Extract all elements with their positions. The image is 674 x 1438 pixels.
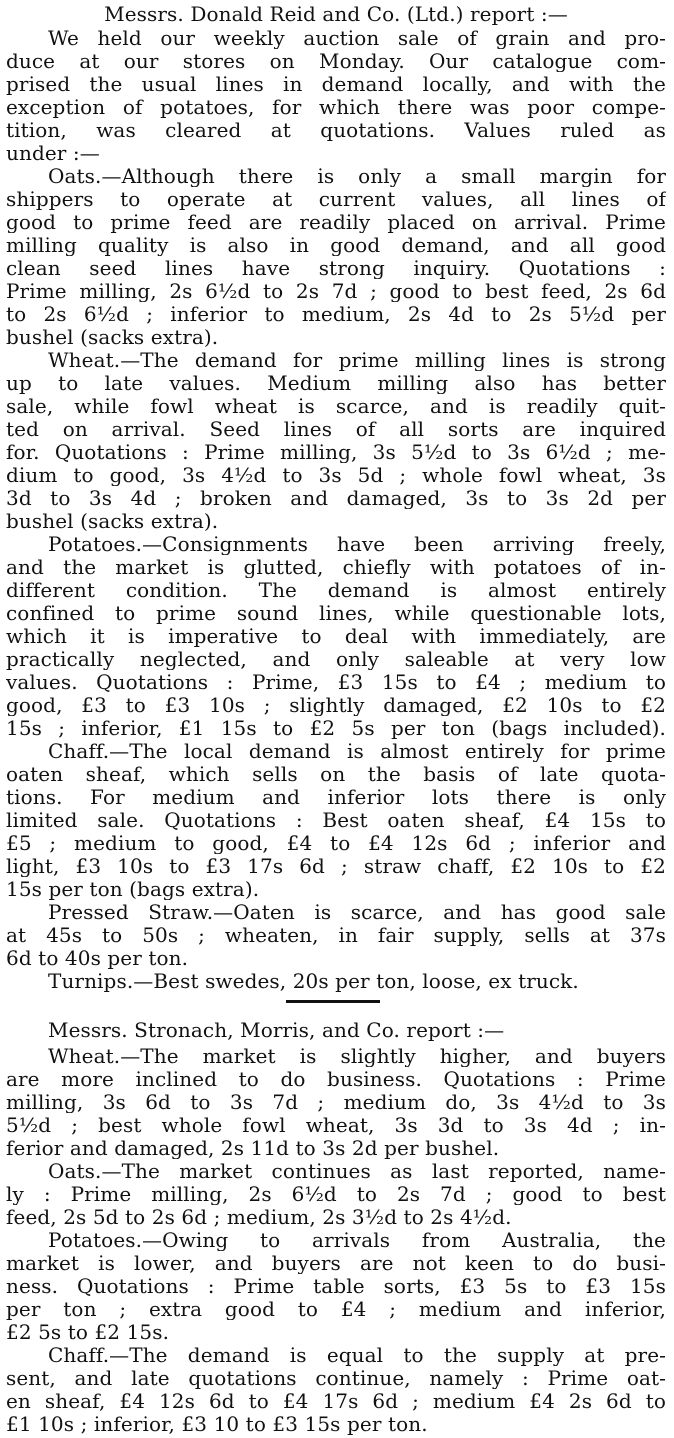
oats-paragraph-line: ly : Prime milling, 2s 6½d to 2s 7d ; good to best [6, 1183, 666, 1205]
potatoes-paragraph-line: confined to prime sound lines, while questionable lots, [6, 602, 666, 624]
potatoes-paragraph-line: £2 5s to £2 15s. [6, 1321, 170, 1343]
potatoes-paragraph-line: 15s ; inferior, £1 15s to £2 5s per ton (bags included). [6, 717, 666, 739]
chaff-paragraph-line: limited sale. Quotations : Best oaten sheaf, £4 15s to [6, 809, 666, 831]
chaff-paragraph-line: Chaff.—The demand is equal to the supply at pre- [48, 1344, 666, 1366]
wheat-paragraph-line: sale, while fowl wheat is scarce, and is readily quit- [6, 395, 666, 417]
potatoes-paragraph-line: Potatoes.—Owing to arrivals from Australia, the [48, 1229, 666, 1251]
turnips-paragraph-line: Turnips.—Best swedes, 20s per ton, loose, ex truck. [48, 970, 579, 992]
intro-paragraph-line: duce at our stores on Monday. Our catalogue com- [6, 50, 666, 72]
wheat-paragraph-line: for. Quotations : Prime milling, 3s 5½d to 3s 6½d ; me- [6, 441, 666, 463]
section-divider [286, 1000, 380, 1003]
report-heading: Messrs. Donald Reid and Co. (Ltd.) report :— [104, 3, 568, 25]
oats-paragraph-line: bushel (sacks extra). [6, 326, 219, 348]
straw-paragraph-line: at 45s to 50s ; wheaten, in fair supply, sells at 37s [6, 924, 666, 946]
oats-paragraph-line: to 2s 6½d ; inferior to medium, 2s 4d to 2s 5½d per [6, 303, 666, 325]
potatoes-paragraph-line: good, £3 to £3 10s ; slightly damaged, £2 10s to £2 [6, 694, 666, 716]
oats-paragraph-line: good to prime feed are readily placed on arrival. Prime [6, 211, 666, 233]
wheat-paragraph-line: milling, 3s 6d to 3s 7d ; medium do, 3s 4½d to 3s [6, 1091, 666, 1113]
intro-paragraph-line: prised the usual lines in demand locally, and with the [6, 73, 666, 95]
intro-paragraph-line: under :— [6, 142, 100, 164]
wheat-paragraph-line: Wheat.—The demand for prime milling lines is strong [48, 349, 666, 371]
chaff-paragraph-line: oaten sheaf, which sells on the basis of late quota- [6, 763, 666, 785]
potatoes-paragraph-line: which it is imperative to deal with immediately, are [6, 625, 666, 647]
wheat-paragraph-line: Wheat.—The market is slightly higher, and buyers [48, 1045, 666, 1067]
oats-paragraph-line: Prime milling, 2s 6½d to 2s 7d ; good to best feed, 2s 6d [6, 280, 666, 302]
straw-paragraph-line: 6d to 40s per ton. [6, 947, 189, 969]
chaff-paragraph-line: £5 ; medium to good, £4 to £4 12s 6d ; inferior and [6, 832, 666, 854]
potatoes-paragraph-line: and the market is glutted, chiefly with potatoes of in- [6, 556, 666, 578]
potatoes-paragraph-line: Potatoes.—Consignments have been arriving freely, [48, 533, 666, 555]
wheat-paragraph-line: up to late values. Medium milling also has better [6, 372, 666, 394]
potatoes-paragraph-line: values. Quotations : Prime, £3 15s to £4 ; medium to [6, 671, 666, 693]
oats-paragraph-line: Oats.—The market continues as last reported, name- [48, 1160, 666, 1182]
oats-paragraph-line: milling quality is also in good demand, and all good [6, 234, 666, 256]
chaff-paragraph-line: light, £3 10s to £3 17s 6d ; straw chaff, £2 10s to £2 [6, 855, 666, 877]
chaff-paragraph-line: en sheaf, £4 12s 6d to £4 17s 6d ; medium £4 2s 6d to [6, 1390, 666, 1412]
straw-paragraph-line: Pressed Straw.—Oaten is scarce, and has good sale [48, 901, 666, 923]
chaff-paragraph-line: Chaff.—The local demand is almost entirely for prime [48, 740, 666, 762]
oats-paragraph-line: feed, 2s 5d to 2s 6d ; medium, 2s 3½d to 2s 4½d. [6, 1206, 512, 1228]
chaff-paragraph-line: 15s per ton (bags extra). [6, 878, 260, 900]
wheat-paragraph-line: bushel (sacks extra). [6, 510, 219, 532]
wheat-paragraph-line: 3d to 3s 4d ; broken and damaged, 3s to 3s 2d per [6, 487, 666, 509]
oats-paragraph-line: Oats.—Although there is only a small margin for [48, 165, 666, 187]
report-heading: Messrs. Stronach, Morris, and Co. report :— [48, 1019, 505, 1041]
potatoes-paragraph-line: practically neglected, and only saleable at very low [6, 648, 666, 670]
wheat-paragraph-line: 5½d ; best whole fowl wheat, 3s 3d to 3s 4d ; in- [6, 1114, 666, 1136]
intro-paragraph-line: tition, was cleared at quotations. Values ruled as [6, 119, 666, 141]
potatoes-paragraph-line: market is lower, and buyers are not keen to do busi- [6, 1252, 666, 1274]
chaff-paragraph-line: £1 10s ; inferior, £3 10 to £3 15s per ton. [6, 1413, 428, 1435]
potatoes-paragraph-line: different condition. The demand is almost entirely [6, 579, 666, 601]
wheat-paragraph-line: ted on arrival. Seed lines of all sorts are inquired [6, 418, 666, 440]
wheat-paragraph-line: are more inclined to do business. Quotations : Prime [6, 1068, 666, 1090]
intro-paragraph-line: We held our weekly auction sale of grain and pro- [48, 27, 666, 49]
chaff-paragraph-line: sent, and late quotations continue, namely : Prime oat- [6, 1367, 666, 1389]
potatoes-paragraph-line: per ton ; extra good to £4 ; medium and inferior, [6, 1298, 666, 1320]
wheat-paragraph-line: ferior and damaged, 2s 11d to 3s 2d per bushel. [6, 1137, 500, 1159]
chaff-paragraph-line: tions. For medium and inferior lots there is only [6, 786, 666, 808]
intro-paragraph-line: exception of potatoes, for which there was poor compe- [6, 96, 666, 118]
oats-paragraph-line: clean seed lines have strong inquiry. Quotations : [6, 257, 666, 279]
wheat-paragraph-line: dium to good, 3s 4½d to 3s 5d ; whole fowl wheat, 3s [6, 464, 666, 486]
oats-paragraph-line: shippers to operate at current values, all lines of [6, 188, 666, 210]
potatoes-paragraph-line: ness. Quotations : Prime table sorts, £3 5s to £3 15s [6, 1275, 666, 1297]
